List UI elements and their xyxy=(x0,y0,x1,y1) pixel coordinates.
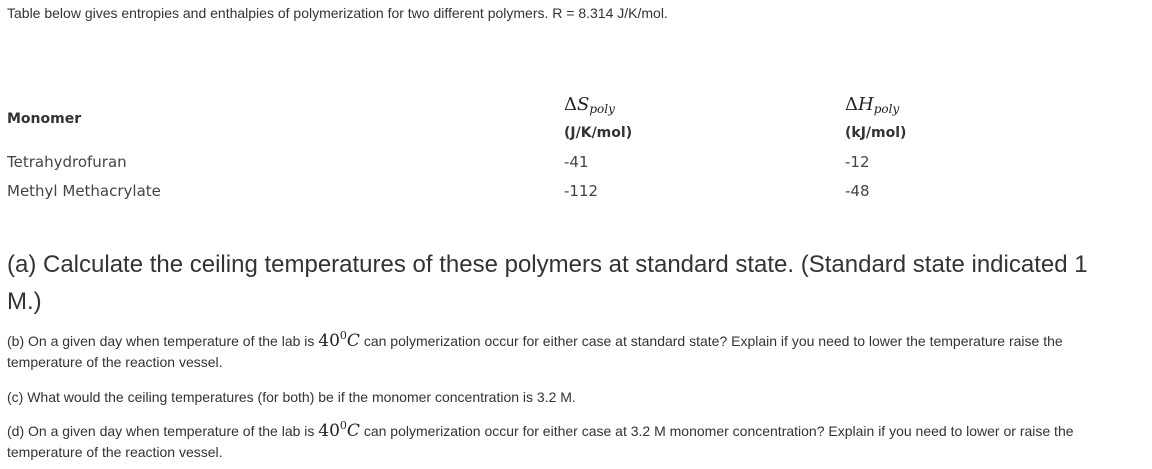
degree-superscript: 0 xyxy=(339,419,347,432)
cell-entropy: -41 xyxy=(564,153,589,171)
cell-enthalpy: -48 xyxy=(845,182,870,200)
header-monomer: Monomer xyxy=(7,111,82,127)
temperature-unit: C xyxy=(346,421,360,441)
question-b-text-after: can polymerization occur for either case at standard state? Explain if you need to lower the temperature raise the temperature of the reaction vessel. xyxy=(7,333,1063,370)
question-a: (a) Calculate the ceiling temperatures of these polymers at standard state. (Standard state indicated 1 M.) xyxy=(7,251,1088,315)
question-b xyxy=(7,331,1127,373)
header-entropy-symbol xyxy=(564,94,615,115)
cell-monomer: Tetrahydrofuran xyxy=(7,153,127,171)
question-d-text-after: can polymerization occur for either case at 3.2 M monomer concentration? Explain if you need to lower or raise the temperature of the reaction vessel. xyxy=(7,423,1074,460)
header-entropy-unit: (J/K/mol) xyxy=(564,125,633,141)
question-b-text-before: (b) On a given day when temperature of the lab is xyxy=(7,333,319,349)
intro-text: Table below gives entropies and enthalpies of polymerization for two different polymers. R = 8.314 J/K/mol. xyxy=(7,5,668,21)
temperature-value: 40 xyxy=(318,421,340,441)
cell-entropy: -112 xyxy=(564,182,599,200)
temperature-expression xyxy=(318,331,360,351)
cell-enthalpy: -12 xyxy=(845,153,870,171)
header-enthalpy-symbol xyxy=(845,94,899,115)
header-enthalpy-unit: (kJ/mol) xyxy=(845,125,907,141)
temperature-value: 40 xyxy=(318,331,340,351)
delta-symbol: Δ xyxy=(845,94,858,115)
entropy-var: S xyxy=(577,94,590,115)
entropy-subscript: poly xyxy=(589,102,615,116)
degree-superscript: 0 xyxy=(339,329,347,342)
enthalpy-var: H xyxy=(858,94,874,115)
question-c: (c) What would the ceiling temperatures (for both) be if the monomer concentration is 3.2 M. xyxy=(7,389,576,405)
temperature-unit: C xyxy=(346,331,360,351)
question-d xyxy=(7,421,1127,463)
cell-monomer: Methyl Methacrylate xyxy=(7,182,161,200)
enthalpy-subscript: poly xyxy=(873,102,900,116)
question-d-text-before: (d) On a given day when temperature of the lab is xyxy=(7,423,319,439)
delta-symbol: Δ xyxy=(564,94,577,115)
temperature-expression xyxy=(318,421,360,441)
